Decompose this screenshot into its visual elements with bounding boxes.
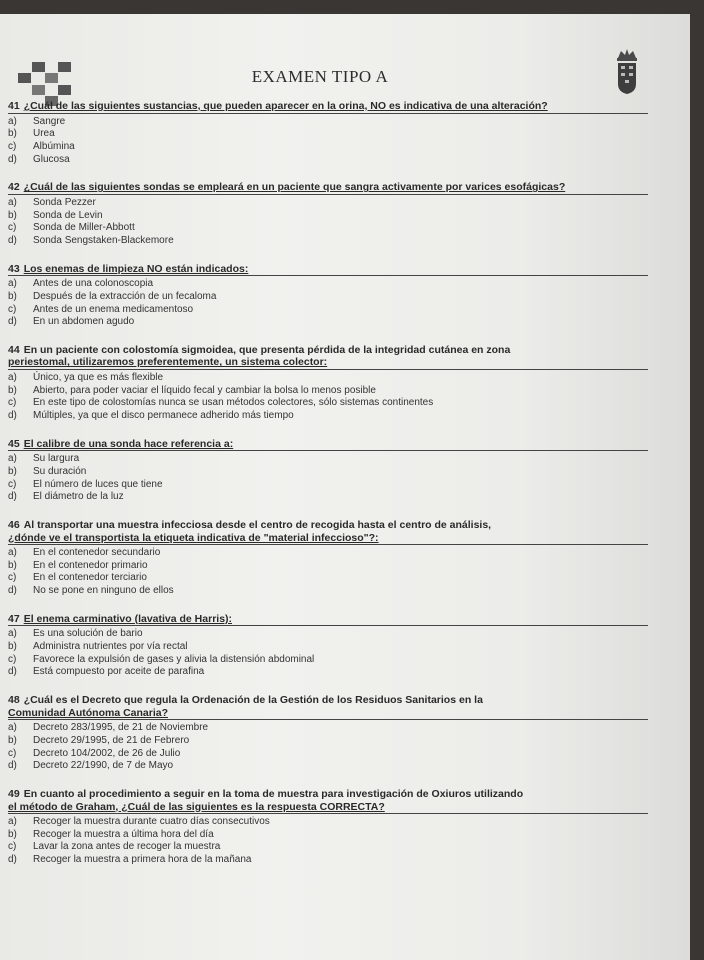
option-letter: a)	[8, 722, 17, 734]
option-text: Su duración	[33, 465, 87, 477]
option-text: Lavar la zona antes de recoger la muestra	[33, 841, 221, 853]
answer-option	[8, 547, 648, 560]
answer-option	[8, 560, 648, 573]
option-text: Decreto 22/1990, de 7 de Mayo	[33, 760, 174, 772]
option-text: Después de la extracción de un fecaloma	[33, 290, 217, 302]
option-text: Albúmina	[33, 140, 75, 152]
question-text	[8, 181, 648, 195]
answer-option	[8, 197, 648, 210]
question-line: ¿Cuál de las siguientes sustancias, que pueden aparecer en la orina, NO es indicativa de una alteración?	[23, 100, 548, 112]
question-number: 47	[8, 612, 20, 625]
question-text	[8, 263, 648, 277]
question-41	[8, 100, 648, 166]
answer-option	[8, 854, 648, 867]
option-text: Recoger la muestra durante cuatro días consecutivos	[33, 816, 270, 827]
questions-list	[8, 100, 648, 867]
option-text: Está compuesto por aceite de parafina	[33, 666, 205, 678]
option-text: Sonda de Levin	[33, 209, 103, 221]
option-letter: c)	[8, 303, 17, 315]
answer-option	[8, 466, 648, 479]
option-text: En este tipo de colostomías nunca se usan métodos colectores, sólo sistemas continentes	[33, 397, 434, 409]
option-text: Recoger la muestra a primera hora de la mañana	[33, 854, 252, 866]
option-letter: c)	[8, 140, 17, 152]
option-letter: d)	[8, 585, 17, 597]
question-49	[8, 788, 648, 867]
answer-option	[8, 222, 648, 235]
option-text: Su largura	[33, 453, 80, 465]
option-letter: b)	[8, 734, 17, 746]
option-text: Es una solución de bario	[33, 628, 143, 640]
option-text: Favorece la expulsión de gases y alivia la distensión abdominal	[33, 653, 315, 665]
question-42	[8, 181, 648, 247]
question-number: 43	[8, 262, 20, 275]
option-text: Sonda Sengstaken-Blackemore	[33, 234, 174, 246]
answer-option	[8, 816, 648, 829]
answer-option	[8, 116, 648, 129]
option-text: El número de luces que tiene	[33, 478, 163, 490]
answer-option	[8, 829, 648, 842]
option-text: En el contenedor secundario	[33, 547, 161, 559]
option-text: Decreto 104/2002, de 26 de Julio	[33, 747, 181, 759]
answer-option	[8, 572, 648, 585]
option-letter: b)	[8, 209, 17, 221]
answer-option	[8, 410, 648, 423]
option-letter: d)	[8, 153, 17, 165]
question-text	[8, 438, 648, 452]
option-letter: c)	[8, 653, 17, 665]
option-letter: d)	[8, 760, 17, 772]
option-letter: a)	[8, 628, 17, 640]
option-letter: d)	[8, 234, 17, 246]
option-letter: c)	[8, 747, 17, 759]
option-letter: d)	[8, 316, 17, 328]
option-letter: c)	[8, 222, 17, 234]
question-line: Al transportar una muestra infecciosa desde el centro de recogida hasta el centro de análisis,	[23, 519, 492, 532]
question-line: ¿Cuál es el Decreto que regula la Ordenación de la Gestión de los Residuos Sanitarios en la	[23, 694, 483, 707]
question-text	[8, 344, 648, 370]
option-letter: c)	[8, 478, 17, 490]
option-letter: d)	[8, 491, 17, 503]
answer-option	[8, 304, 648, 317]
question-number: 48	[8, 694, 20, 707]
answer-option	[8, 841, 648, 854]
question-text	[8, 788, 648, 814]
option-letter: b)	[8, 465, 17, 477]
answer-option	[8, 722, 648, 735]
answer-option	[8, 735, 648, 748]
question-line: El calibre de una sonda hace referencia a:	[23, 437, 234, 450]
option-text: Abierto, para poder vaciar el líquido fecal y cambiar la bolsa lo menos posible	[33, 384, 376, 396]
answer-option	[8, 666, 648, 679]
answer-option	[8, 453, 648, 466]
option-text: Único, ya que es más flexible	[33, 371, 164, 383]
option-letter: a)	[8, 816, 17, 827]
option-text: Antes de un enema medicamentoso	[33, 303, 194, 315]
option-letter: a)	[8, 453, 17, 465]
option-letter: d)	[8, 410, 17, 422]
option-text: Administra nutrientes por vía rectal	[33, 641, 188, 653]
answer-option	[8, 760, 648, 773]
answer-option	[8, 372, 648, 385]
option-text: No se pone en ninguno de ellos	[33, 585, 174, 597]
option-letter: b)	[8, 828, 17, 840]
answer-option	[8, 278, 648, 291]
answer-option	[8, 128, 648, 141]
answer-option	[8, 385, 648, 398]
option-letter: a)	[8, 371, 17, 383]
answer-option	[8, 154, 648, 167]
question-line: Los enemas de limpieza NO están indicados:	[23, 262, 249, 275]
question-line: En un paciente con colostomía sigmoidea, que presenta pérdida de la integridad cutánea en zona	[23, 343, 511, 356]
answer-option	[8, 316, 648, 329]
option-text: Recoger la muestra a última hora del día	[33, 828, 214, 840]
question-line: En cuanto al procedimiento a seguir en la toma de muestra para investigación de Oxiuros utilizando	[23, 788, 524, 800]
answer-option	[8, 641, 648, 654]
question-number: 49	[8, 788, 20, 800]
question-number: 46	[8, 519, 20, 532]
question-text	[8, 694, 648, 720]
option-letter: b)	[8, 641, 17, 653]
question-line: periestomal, utilizaremos preferentemente, un sistema colector:	[8, 356, 328, 369]
question-number: 45	[8, 437, 20, 450]
question-line: el método de Graham, ¿Cuál de las siguientes es la respuesta CORRECTA?	[8, 800, 385, 813]
question-line: Comunidad Autónoma Canaria?	[8, 706, 169, 719]
option-letter: a)	[8, 547, 17, 559]
option-text: En el contenedor terciario	[33, 572, 147, 584]
question-number: 41	[8, 100, 20, 112]
option-text: Sangre	[33, 115, 66, 127]
answer-option	[8, 479, 648, 492]
answer-option	[8, 141, 648, 154]
question-48	[8, 694, 648, 773]
question-46	[8, 519, 648, 598]
option-letter: a)	[8, 115, 17, 127]
question-43	[8, 263, 648, 329]
exam-page	[0, 14, 690, 960]
option-text: Decreto 283/1995, de 21 de Noviembre	[33, 722, 209, 734]
option-letter: a)	[8, 196, 17, 208]
option-letter: b)	[8, 128, 17, 140]
answer-option	[8, 491, 648, 504]
answer-option	[8, 748, 648, 761]
option-letter: b)	[8, 559, 17, 571]
option-text: Sonda de Miller-Abbott	[33, 222, 135, 234]
question-44	[8, 344, 648, 423]
question-line: ¿Cuál de las siguientes sondas se empleará en un paciente que sangra activamente por varices esofágicas?	[23, 181, 566, 194]
question-line: El enema carminativo (lavativa de Harris):	[23, 612, 233, 625]
question-text	[8, 613, 648, 627]
option-text: El diámetro de la luz	[33, 491, 124, 503]
page-title: EXAMEN TIPO A	[251, 67, 389, 86]
option-letter: c)	[8, 397, 17, 409]
answer-option	[8, 235, 648, 248]
answer-option	[8, 654, 648, 667]
option-letter: c)	[8, 572, 17, 584]
option-text: En un abdomen agudo	[33, 316, 135, 328]
option-letter: d)	[8, 854, 17, 866]
option-text: En el contenedor primario	[33, 559, 148, 571]
answer-option	[8, 628, 648, 641]
answer-option	[8, 397, 648, 410]
option-letter: b)	[8, 384, 17, 396]
question-text	[8, 519, 648, 545]
option-text: Decreto 29/1995, de 21 de Febrero	[33, 734, 190, 746]
question-number: 42	[8, 181, 20, 194]
option-text: Sonda Pezzer	[33, 196, 96, 208]
option-text: Antes de una colonoscopia	[33, 278, 154, 290]
answer-option	[8, 210, 648, 223]
question-line: ¿dónde ve el transportista la etiqueta indicativa de "material infeccioso"?:	[8, 531, 379, 544]
answer-option	[8, 585, 648, 598]
coat-of-arms-icon	[612, 46, 642, 98]
option-letter: c)	[8, 841, 17, 853]
question-47	[8, 613, 648, 679]
option-letter: a)	[8, 278, 17, 290]
option-letter: b)	[8, 290, 17, 302]
answer-option	[8, 291, 648, 304]
option-text: Múltiples, ya que el disco permanece adherido más tiempo	[33, 410, 294, 422]
option-letter: d)	[8, 666, 17, 678]
option-text: Urea	[33, 128, 55, 140]
question-45	[8, 438, 648, 504]
question-text	[8, 100, 648, 114]
question-number: 44	[8, 343, 20, 356]
option-text: Glucosa	[33, 153, 70, 165]
